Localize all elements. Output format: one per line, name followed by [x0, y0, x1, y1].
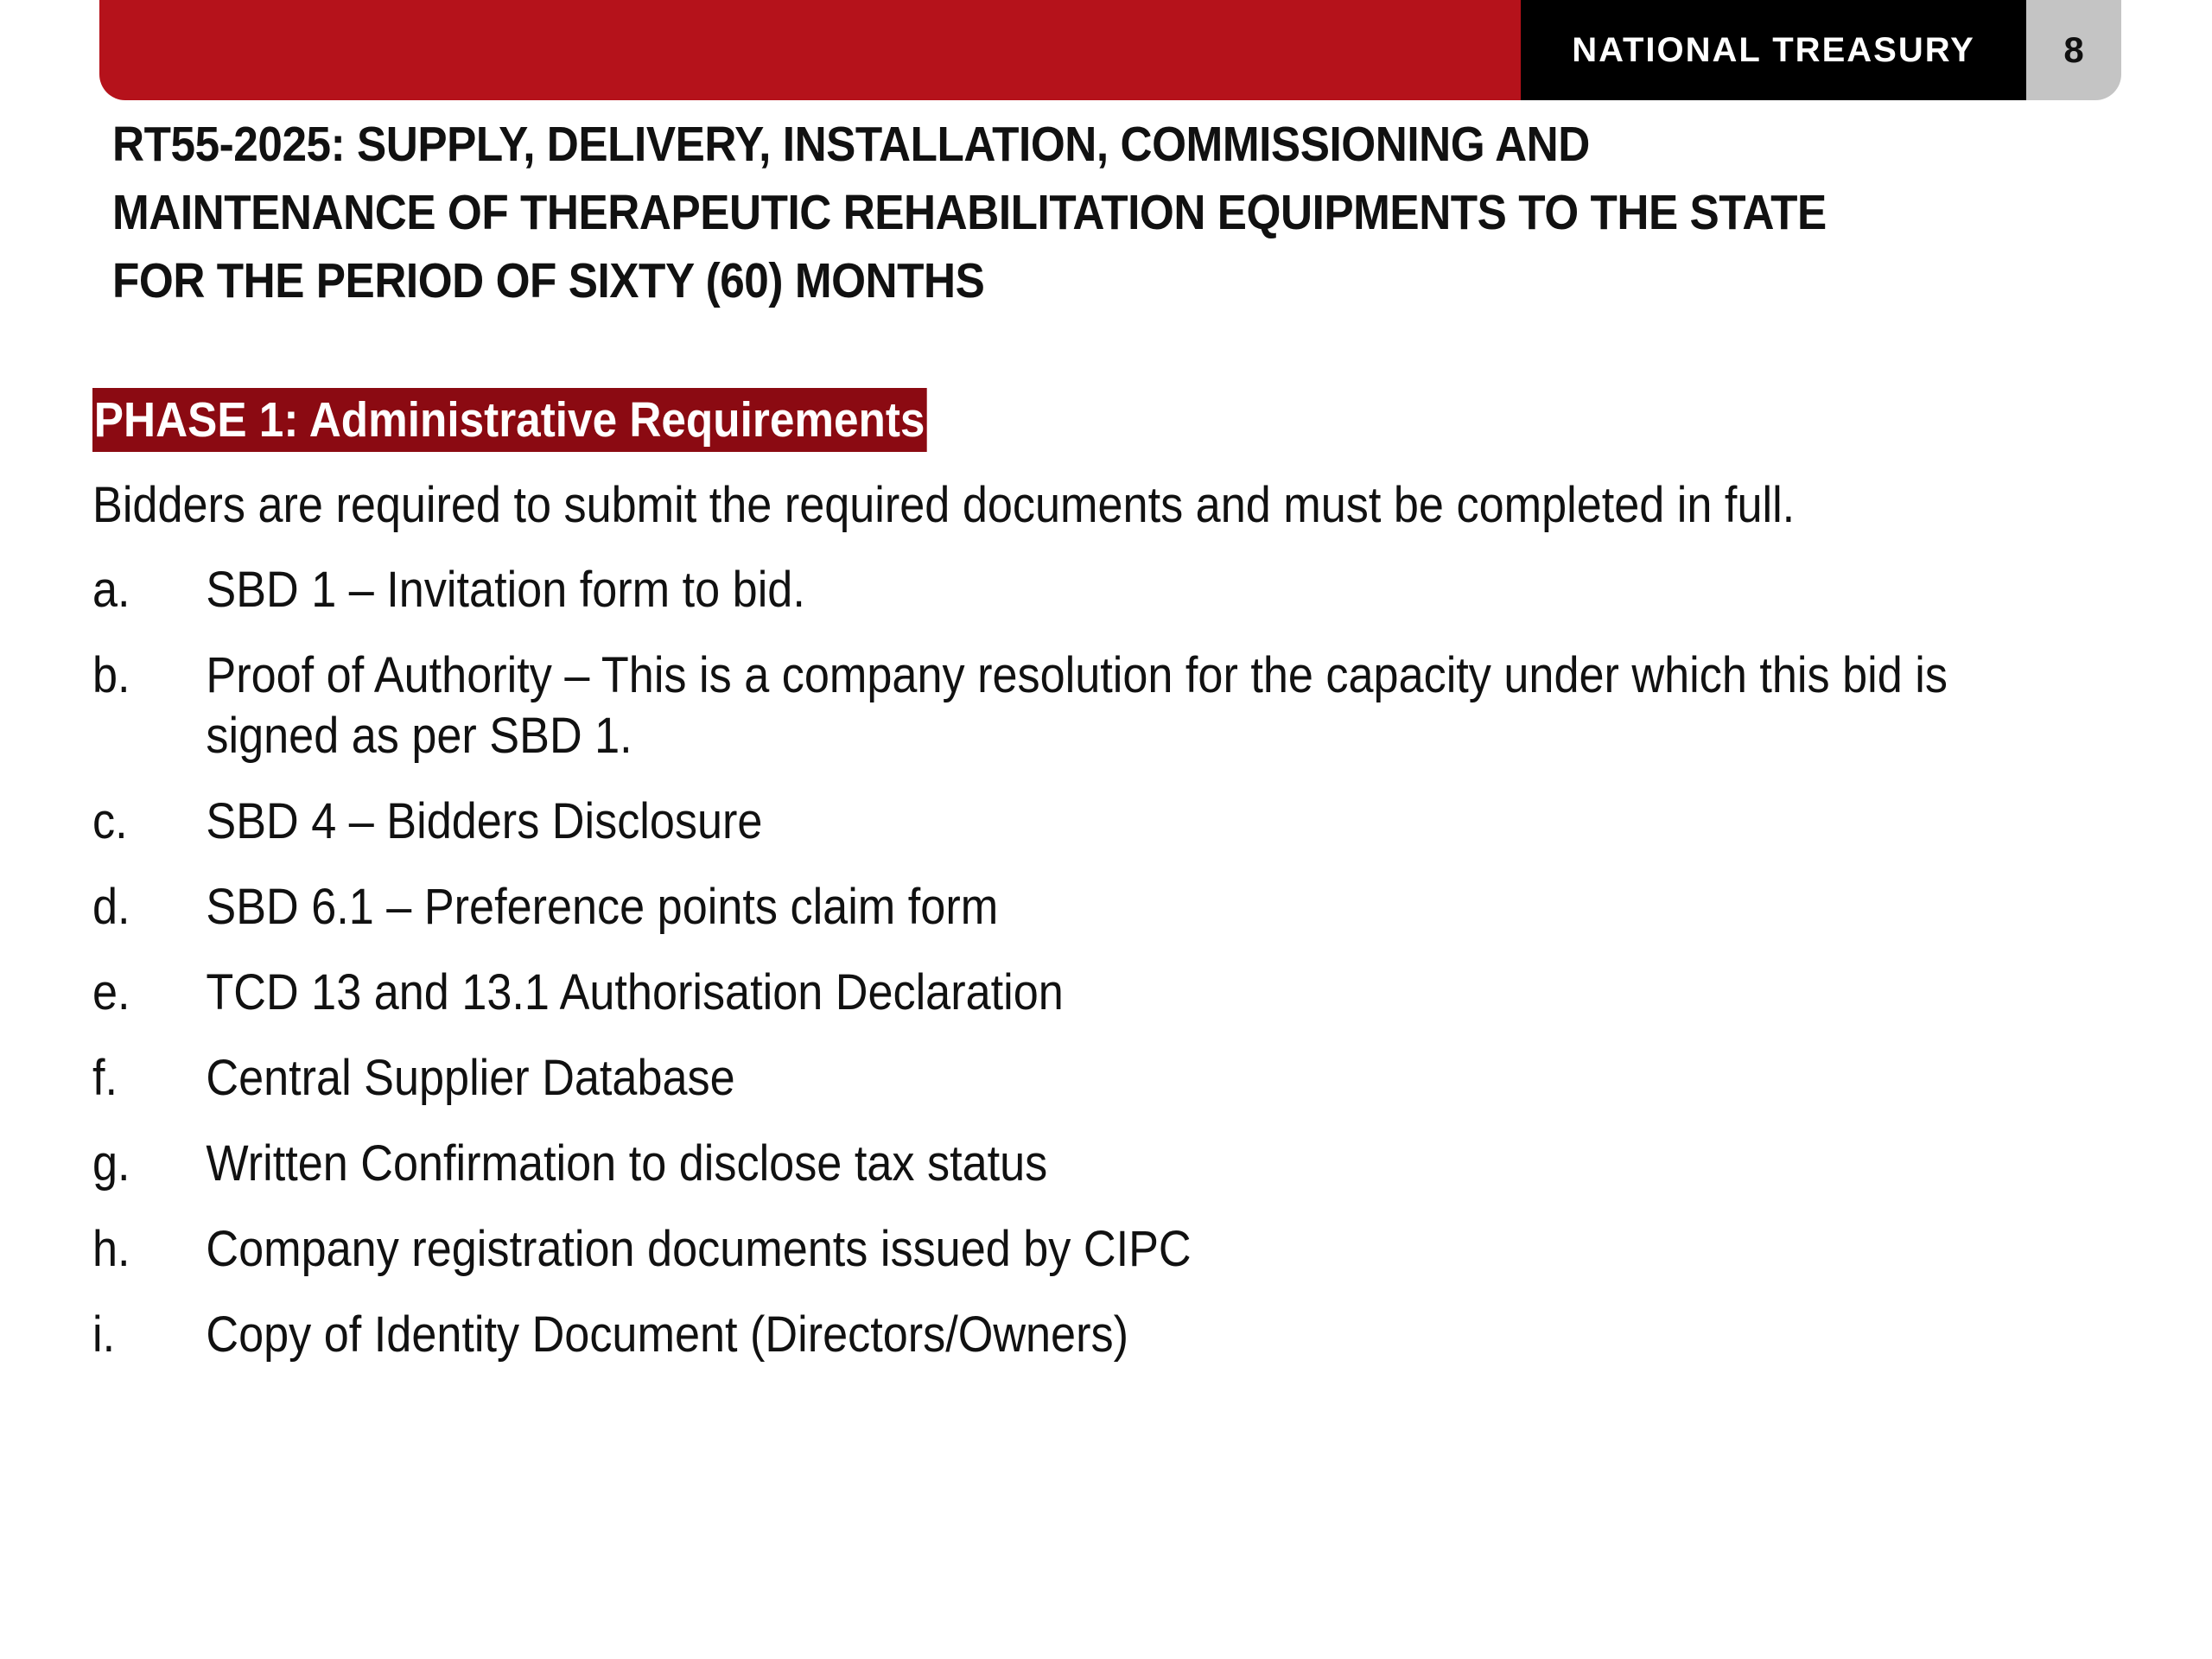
list-item-letter: h.	[92, 1221, 130, 1277]
header-accent-band	[99, 0, 1521, 100]
list-item-letter: f.	[92, 1050, 118, 1106]
tender-title: RT55-2025: SUPPLY, DELIVERY, INSTALLATION, COMMISSIONING AND MAINTENANCE OF THERAPEUTIC REHABILITATION EQUIPMENTS TO THE STATE FOR THE PERIOD OF SIXTY (60) MONTHS	[112, 117, 1827, 308]
list-item-letter: a.	[92, 562, 130, 618]
list-item-text: Written Confirmation to disclose tax status	[206, 1135, 1048, 1192]
list-item-text: Copy of Identity Document (Directors/Owners)	[206, 1306, 1128, 1363]
list-item	[92, 1134, 2037, 1194]
list-item	[92, 791, 2037, 852]
list-item-text: SBD 6.1 – Preference points claim form	[206, 879, 999, 935]
page-number: 8	[2026, 0, 2121, 100]
list-item-text: Central Supplier Database	[206, 1050, 735, 1106]
list-item-text: TCD 13 and 13.1 Authorisation Declaration	[206, 964, 1064, 1020]
list-item-letter: i.	[92, 1306, 116, 1363]
list-item	[92, 1048, 2037, 1109]
list-item-text: Proof of Authority – This is a company resolution for the capacity under which this bid is signed as per SBD 1.	[206, 647, 1948, 764]
list-item-letter: d.	[92, 879, 130, 935]
phase-heading: PHASE 1: Administrative Requirements	[92, 388, 926, 452]
list-item	[92, 1305, 2037, 1365]
list-item-letter: c.	[92, 793, 128, 849]
list-item	[92, 877, 2037, 938]
list-item	[92, 1219, 2037, 1280]
list-item-letter: e.	[92, 964, 130, 1020]
requirements-list	[92, 560, 2037, 1390]
list-item	[92, 963, 2037, 1023]
list-item-letter: g.	[92, 1135, 130, 1192]
list-item-text: Company registration documents issued by CIPC	[206, 1221, 1192, 1277]
list-item-text: SBD 4 – Bidders Disclosure	[206, 793, 763, 849]
header-bar	[99, 0, 2121, 100]
list-item	[92, 645, 2037, 766]
list-item-letter: b.	[92, 647, 130, 703]
phase-intro: Bidders are required to submit the required documents and must be completed in full.	[92, 477, 1796, 533]
organization-name: NATIONAL TREASURY	[1521, 0, 2026, 100]
list-item	[92, 560, 2037, 620]
list-item-text: SBD 1 – Invitation form to bid.	[206, 562, 805, 618]
